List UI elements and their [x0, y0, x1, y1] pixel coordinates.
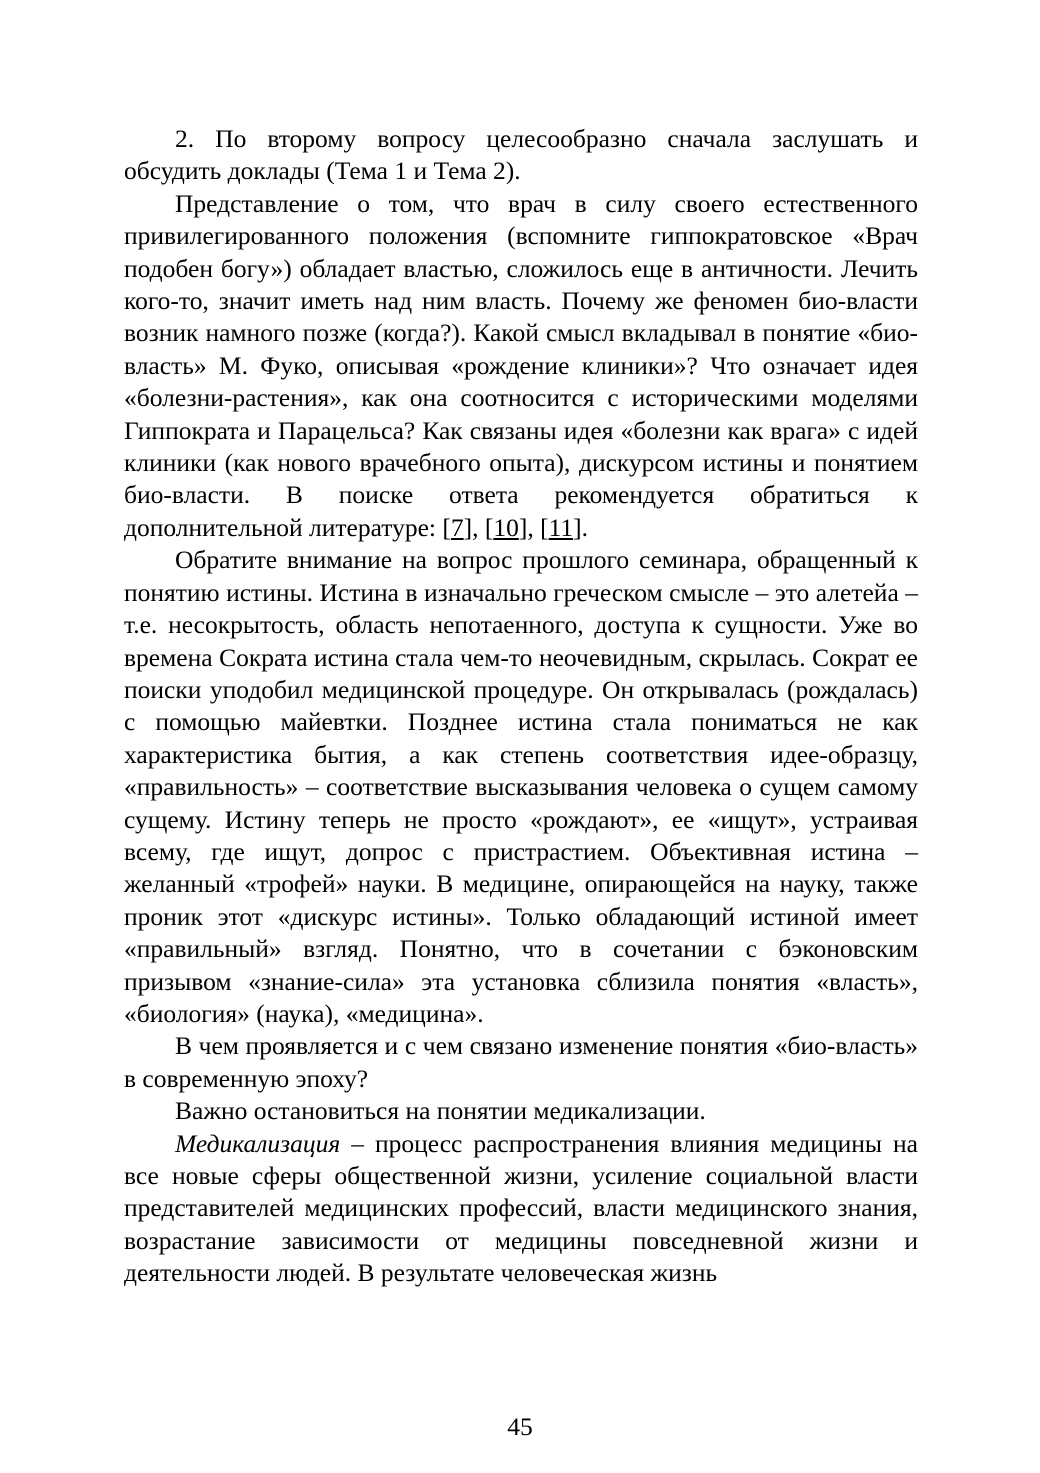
- medicalization-term: Медикализация: [175, 1128, 341, 1158]
- paragraph-truth-discourse: Обратите внимание на вопрос прошлого семинара, обращенный к понятию истины. Истина в изначально греческом смысле – это алетейа – т.е. несокрытость, область непотаенного, доступа к сущности. Уже во времена Сократа истина стала чем-то неочевидным, скрылась. Сократ ее поиски уподобил медицинской процедуре. Он открывалась (рождалась) с помощью майевтки. Позднее истина стала пониматься не как характеристика бытия, а как степень соответствия идее-образцу, «правильность» – соответствие высказывания человека о сущем самому сущему. Истину теперь не просто «рождают», ее «ищут», устраивая всему, где ищут, допрос с пристрастием. Объективная истина – желанный «трофей» науки. В медицине, опирающейся на науку, также проник этот «дискурс истины». Только обладающий истиной имеет «правильный» взгляд. Понятно, что в сочетании с бэконовским призывом «знание-сила» эта установка сблизила понятия «власть», «биология» (наука), «медицина».: [124, 545, 918, 1028]
- paragraph-bio-power-modern: В чем проявляется и с чем связано изменение понятия «био-власть» в современную эпоху?: [124, 1031, 918, 1093]
- paragraph-text: – процесс распространения влияния медицины на все новые сферы общественной жизни, усиление социальной власти представителей медицинских профессий, власти медицинского знания, возрастание зависимости от медицины повседневной жизни и деятельности людей. В результате человеческая жизнь: [124, 1128, 918, 1288]
- paragraph-medicalization-definition: [124, 1128, 918, 1290]
- page-body: [124, 123, 918, 1290]
- reference-link-10[interactable]: 10: [493, 512, 519, 542]
- page-number: 45: [507, 1412, 533, 1441]
- reference-link-11[interactable]: 11: [548, 512, 574, 542]
- paragraph-medicalization-intro: Важно остановиться на понятии медикализации.: [175, 1096, 706, 1126]
- paragraph-bio-power-origin: Представление о том, что врач в силу своего естественного привилегированного положения (вспомните гиппократовское «Врач подобен богу») обладает властью, сложилось еще в античности. Лечить кого-то, значит иметь над ним власть. Почему же феномен био-власти возник намного позже (когда?). Какой смысл вкладывал в понятие «био-власть» М. Фуко, описывая «рождение клиники»? Что означает идея «болезни-растения», как она соотносится с историческими моделями Гиппократа и Парацельса? Как связаны идея «болезни как врага» с идей клиники (как нового врачебного опыта), дискурсом истины и понятием био-власти. В поиске ответа рекомендуется обратиться к дополнительной литературе: [7], [10], [11].: [124, 188, 918, 542]
- paragraph-second-question: 2. По второму вопросу целесообразно сначала заслушать и обсудить доклады (Тема 1 и Тема 2).: [124, 124, 918, 186]
- reference-link-7[interactable]: 7: [450, 512, 464, 542]
- paragraph-text: Представление о том, что врач в силу своего естественного привилегированного положения (вспомните гиппократовское «Врач подобен богу») обладает властью, сложилось еще в античности. Лечить кого-то, значит иметь над ним власть. Почему же феномен био-власти возник намного позже (когда?). Какой смысл вкладывал в понятие «био-власть» М. Фуко, описывая «рождение клиники»? Что означает идея «болезни-растения», как она соотносится с историческими моделями Гиппократа и Парацельса? Как связаны идея «болезни как врага» с идей клиники (как нового врачебного опыта), дискурсом истины и понятием био-власти. В поиске ответа рекомендуется обратиться к дополнительной литературе:: [124, 188, 918, 542]
